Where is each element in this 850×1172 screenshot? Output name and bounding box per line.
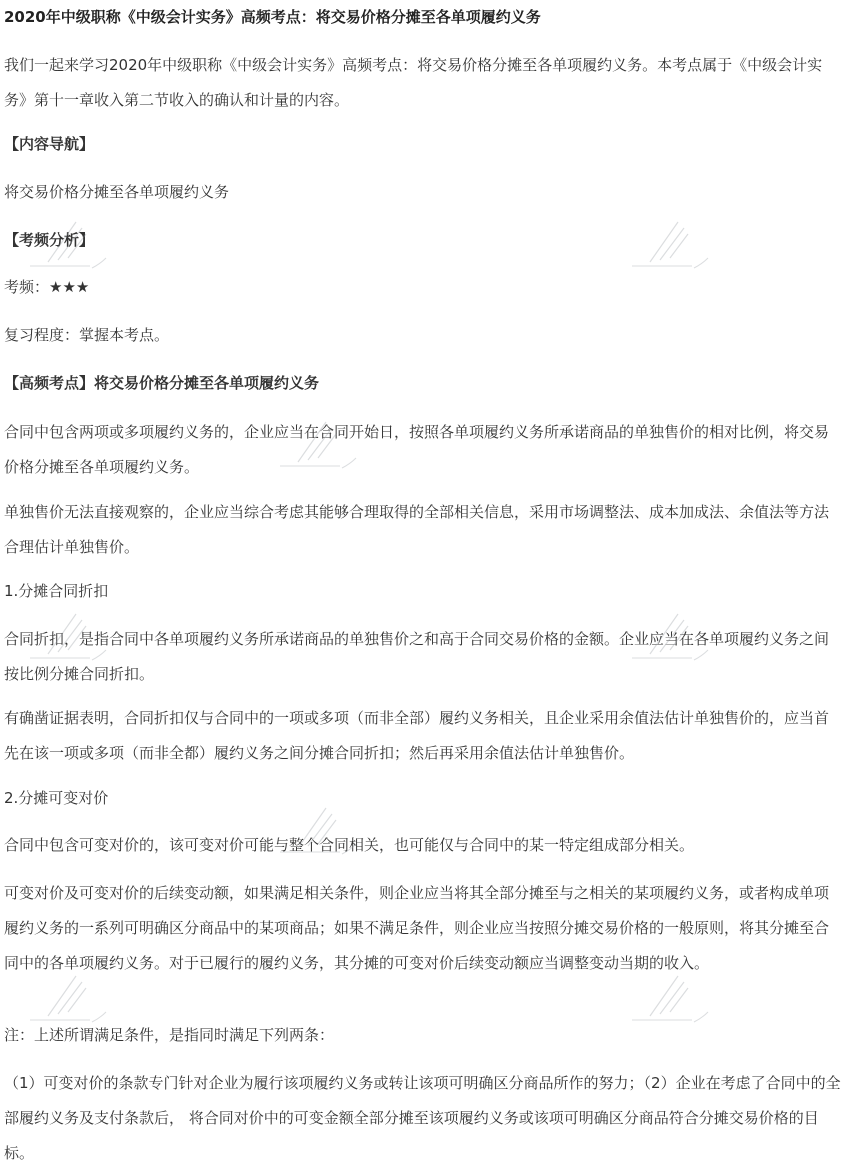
intro-paragraph: 我们一起来学习2020年中级职称《中级会计实务》高频考点：将交易价格分摊至各单项履约义务。本考点属于《中级会计实务》第十一章收入第二节收入的确认和计量的内容。	[4, 56, 823, 109]
pen-scribble-watermark-icon	[278, 414, 368, 474]
section-1-paragraph-2: 有确凿证据表明，合同折扣仅与合同中的一项或多项（而非全部）履约义务相关，且企业采用余值法估计单独售价的，应当首先在该一项或多项（而非全都）履约义务之间分摊合同折扣；然后再采用余值法估计单独售价。	[4, 709, 830, 762]
nav-heading: 【内容导航】	[4, 135, 95, 153]
pen-scribble-watermark-icon	[630, 606, 720, 666]
nav-text: 将交易价格分摊至各单项履约义务	[4, 183, 230, 201]
paragraph-1: 合同中包含两项或多项履约义务的，企业应当在合同开始日，按照各单项履约义务所承诺商品的单独售价的相对比例，将交易价格分摊至各单项履约义务。	[4, 423, 830, 476]
pen-scribble-watermark-icon	[28, 214, 118, 274]
pen-scribble-watermark-icon	[278, 800, 368, 860]
pen-scribble-watermark-icon	[28, 606, 118, 666]
section-2-paragraph-1: 合同中包含可变对价的，该可变对价可能与整个合同相关，也可能仅与合同中的某一特定组成部分相关。	[4, 836, 695, 854]
section-1-paragraph-1: 合同折扣，是指合同中各单项履约义务所承诺商品的单独售价之和高于合同交易价格的金额。企业应当在各单项履约义务之间按比例分摊合同折扣。	[4, 630, 830, 683]
analysis-heading: 【考频分析】	[4, 231, 95, 249]
paragraph-2: 单独售价无法直接观察的，企业应当综合考虑其能够合理取得的全部相关信息，采用市场调整法、成本加成法、余值法等方法合理估计单独售价。	[4, 503, 830, 556]
section-2-heading: 2.分摊可变对价	[4, 789, 109, 807]
article-title: 2020年中级职称《中级会计实务》高频考点：将交易价格分摊至各单项履约义务	[4, 8, 541, 26]
pen-scribble-watermark-icon	[630, 214, 720, 274]
conditions-paragraph: （1）可变对价的条款专门针对企业为履行该项履约义务或转让该项可明确区分商品所作的努力；（2）企业在考虑了合同中的全部履约义务及支付条款后， 将合同对价中的可变金额全部分摊至该项履约义务或该项可明确区分商品符合分摊交易价格的目标。	[4, 1074, 841, 1162]
frequency-rating: 考频：★★★	[4, 278, 90, 296]
pen-scribble-watermark-icon	[28, 968, 118, 1028]
review-level: 复习程度：掌握本考点。	[4, 326, 170, 344]
section-2-paragraph-2: 可变对价及可变对价的后续变动额，如果满足相关条件，则企业应当将其全部分摊至与之相关的某项履约义务，或者构成单项履约义务的一系列可明确区分商品中的某项商品；如果不满足条件，则企业应当按照分摊交易价格的一般原则，将其分摊至合同中的各单项履约义务。对于已履行的履约义务，其分摊的可变对价后续变动额应当调整变动当期的收入。	[4, 884, 830, 972]
note-line: 注：上述所谓满足条件，是指同时满足下列两条：	[4, 1026, 335, 1044]
section-1-heading: 1.分摊合同折扣	[4, 582, 109, 600]
pen-scribble-watermark-icon	[630, 968, 720, 1028]
topic-heading: 【高频考点】将交易价格分摊至各单项履约义务	[4, 374, 320, 392]
